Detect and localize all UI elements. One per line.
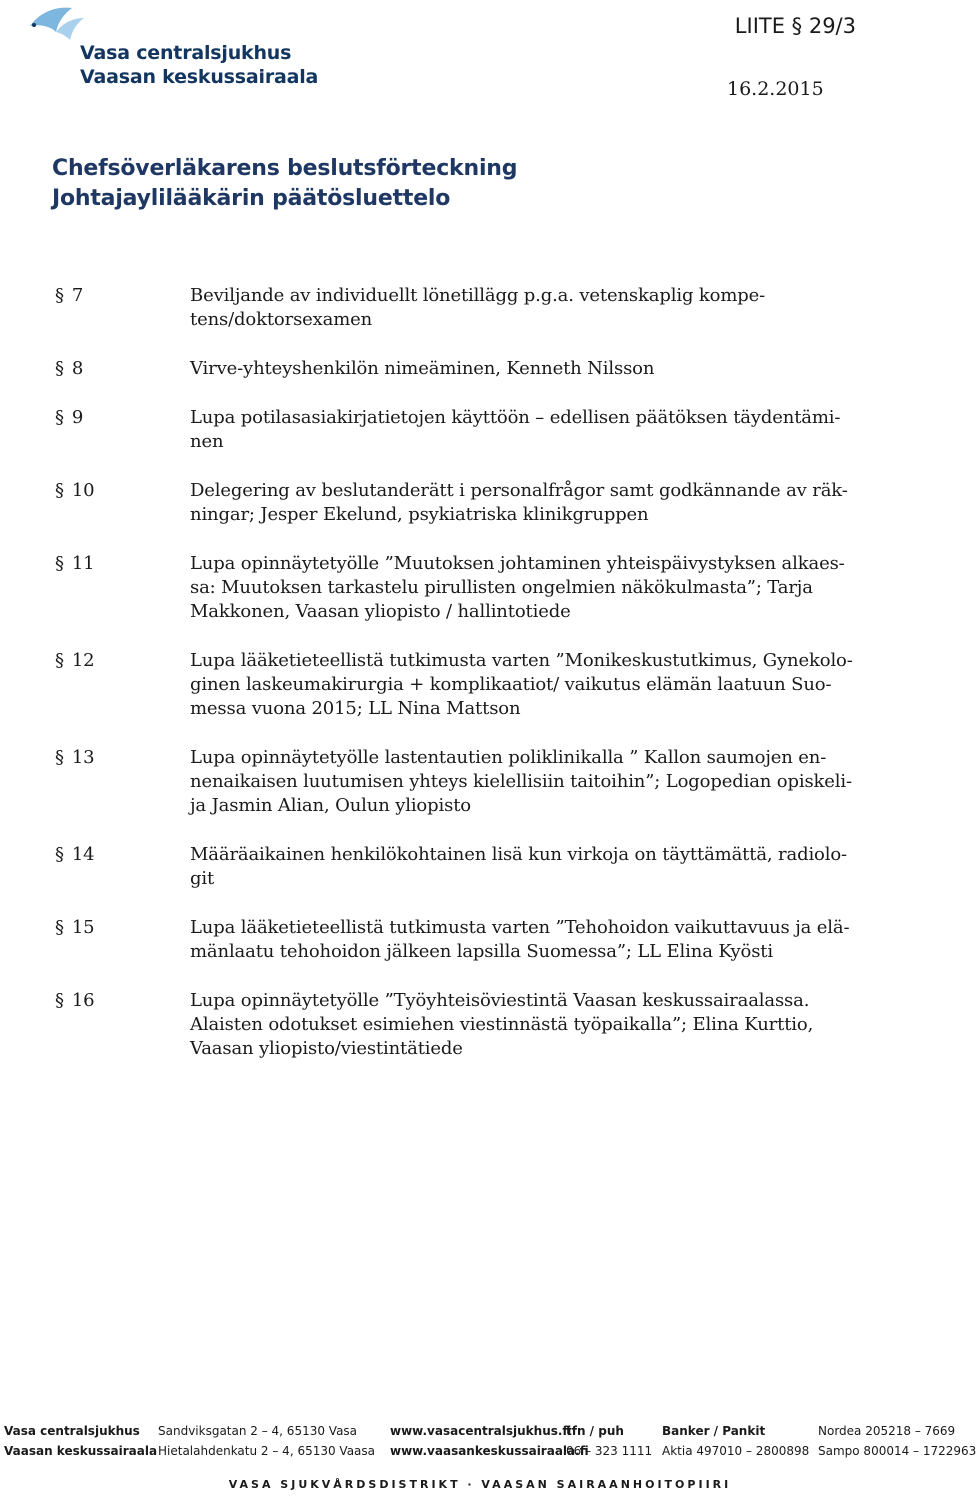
footer-row-swedish [0,1424,960,1442]
decision-text-line: messa vuona 2015; LL Nina Mattson [190,698,521,719]
page-footer [0,1420,976,1496]
decision-number [55,649,190,721]
decision-text [190,649,920,721]
decision-number-value: 7 [71,285,84,306]
decision-text-line: nenaikaisen luutumisen yhteys kielellisiin taitoihin”; Logopedian opiskeli- [190,771,852,792]
decision-item [55,746,935,818]
attachment-reference: LIITE § 29/3 [734,14,856,38]
footer-bank-label: Banker / Pankit [662,1424,766,1438]
section-symbol: § [55,407,64,428]
decision-text-line: Määräaikainen henkilökohtainen lisä kun virkoja on täyttämättä, radiolo- [190,844,847,865]
section-symbol: § [55,650,64,671]
decision-text [190,552,920,624]
decision-text [190,479,920,527]
decision-number-value: 15 [71,917,95,938]
decision-text-line: Makkonen, Vaasan yliopisto / hallintotiede [190,601,571,622]
decision-text-line: Lupa opinnäytetyölle ”Työyhteisöviestintä Vaasan keskussairaalassa. [190,990,810,1011]
bird-logo-icon [26,4,86,44]
section-symbol: § [55,844,64,865]
decision-text-line: Alaisten odotukset esimiehen viestinnästä työpaikalla”; Elina Kurttio, [190,1014,814,1035]
footer-web-finnish[interactable]: www.vaasankeskussairaala.fi [390,1444,589,1458]
decision-text-line: Lupa potilasasiakirjatietojen käyttöön – edellisen päätöksen täydentämi- [190,407,841,428]
decision-text-line: Beviljande av individuellt lönetillägg p.g.a. vetenskaplig kompe- [190,285,766,306]
decision-text [190,989,920,1061]
decision-item [55,479,935,527]
section-symbol: § [55,553,64,574]
logo-text-swedish: Vasa centralsjukhus [80,42,292,64]
decision-text [190,843,920,891]
section-symbol: § [55,917,64,938]
footer-address-finnish: Hietalahdenkatu 2 – 4, 65130 Vaasa [158,1444,376,1458]
decision-text [190,284,920,332]
decision-number [55,843,190,891]
decision-text-line: Lupa opinnäytetyölle ”Muutoksen johtaminen yhteispäivystyksen alkaes- [190,553,845,574]
decision-text-line: Vaasan yliopisto/viestintätiede [190,1038,463,1059]
decision-item [55,284,935,332]
footer-web-swedish[interactable]: www.vasacentralsjukhus.fi [390,1424,572,1438]
decision-number [55,989,190,1061]
footer-bank-aktia: Aktia 497010 – 2800898 [662,1444,810,1458]
decision-number [55,746,190,818]
decision-text-line: Lupa lääketieteellistä tutkimusta varten ”Monikeskustutkimus, Gynekolo- [190,650,853,671]
decision-text-line: tens/doktorsexamen [190,309,373,330]
decision-text [190,357,920,381]
decision-number-value: 8 [71,358,84,379]
decision-text-line: ningar; Jesper Ekelund, psykiatriska klinikgruppen [190,504,649,525]
section-symbol: § [55,747,64,768]
decision-text [190,406,920,454]
footer-org-swedish: Vasa centralsjukhus [4,1424,140,1438]
decision-text-line: git [190,868,215,889]
footer-phone: 06 – 323 1111 [566,1444,653,1458]
decision-number-value: 16 [71,990,95,1011]
decision-number [55,552,190,624]
section-symbol: § [55,285,64,306]
decision-number [55,406,190,454]
footer-district: VASA SJUKVÅRDSDISTRIKT · VAASAN SAIRAANHOITOPIIRI [228,1478,732,1491]
decision-text-line: ja Jasmin Alian, Oulun yliopisto [190,795,471,816]
hospital-logo [26,4,319,88]
decision-text-line: Virve-yhteyshenkilön nimeäminen, Kenneth Nilsson [190,358,655,379]
section-symbol: § [55,358,64,379]
document-heading [52,154,517,214]
decision-text [190,746,920,818]
decision-item [55,552,935,624]
decision-number [55,916,190,964]
decision-number [55,357,190,381]
footer-bank-sampo: Sampo 800014 – 1722963 [818,1444,976,1458]
decision-item [55,406,935,454]
decision-number-value: 9 [71,407,84,428]
decision-text-line: sa: Muutoksen tarkastelu pirullisten ongelmien näkökulmasta”; Tarja [190,577,813,598]
decision-number-value: 13 [71,747,95,768]
title-finnish: Johtajaylilääkärin päätösluettelo [52,186,451,211]
section-symbol: § [55,990,64,1011]
footer-org-finnish: Vaasan keskussairaala [4,1444,158,1458]
footer-address-swedish: Sandviksgatan 2 – 4, 65130 Vasa [158,1424,358,1438]
title-swedish: Chefsöverläkarens beslutsförteckning [52,156,518,181]
decision-item [55,989,935,1061]
logo-text-finnish: Vaasan keskussairaala [80,66,319,88]
decision-item [55,649,935,721]
decision-number-value: 10 [71,480,95,501]
decision-item [55,843,935,891]
footer-phone-label: tfn / puh [566,1424,624,1438]
footer-bank-nordea: Nordea 205218 – 7669 [818,1424,956,1438]
decision-text-line: mänlaatu tehohoidon jälkeen lapsilla Suomessa”; LL Elina Kyösti [190,941,773,962]
decision-text-line: ginen laskeumakirurgia + komplikaatiot/ vaikutus elämän laatuun Suo- [190,674,832,695]
document-date: 16.2.2015 [727,78,824,100]
decision-text-line: Lupa opinnäytetyölle lastentautien poliklinikalla ” Kallon saumojen en- [190,747,827,768]
decision-text-line: nen [190,431,224,452]
decision-list [55,284,935,1086]
decision-text [190,916,920,964]
section-symbol: § [55,480,64,501]
decision-text-line: Lupa lääketieteellistä tutkimusta varten ”Tehohoidon vaikuttavuus ja elä- [190,917,850,938]
decision-number [55,284,190,332]
decision-number [55,479,190,527]
decision-number-value: 12 [71,650,95,671]
decision-number-value: 11 [71,553,95,574]
decision-item [55,916,935,964]
decision-item [55,357,935,381]
footer-row-finnish [0,1444,976,1462]
decision-text-line: Delegering av beslutanderätt i personalfrågor samt godkännande av räk- [190,480,848,501]
decision-number-value: 14 [71,844,95,865]
